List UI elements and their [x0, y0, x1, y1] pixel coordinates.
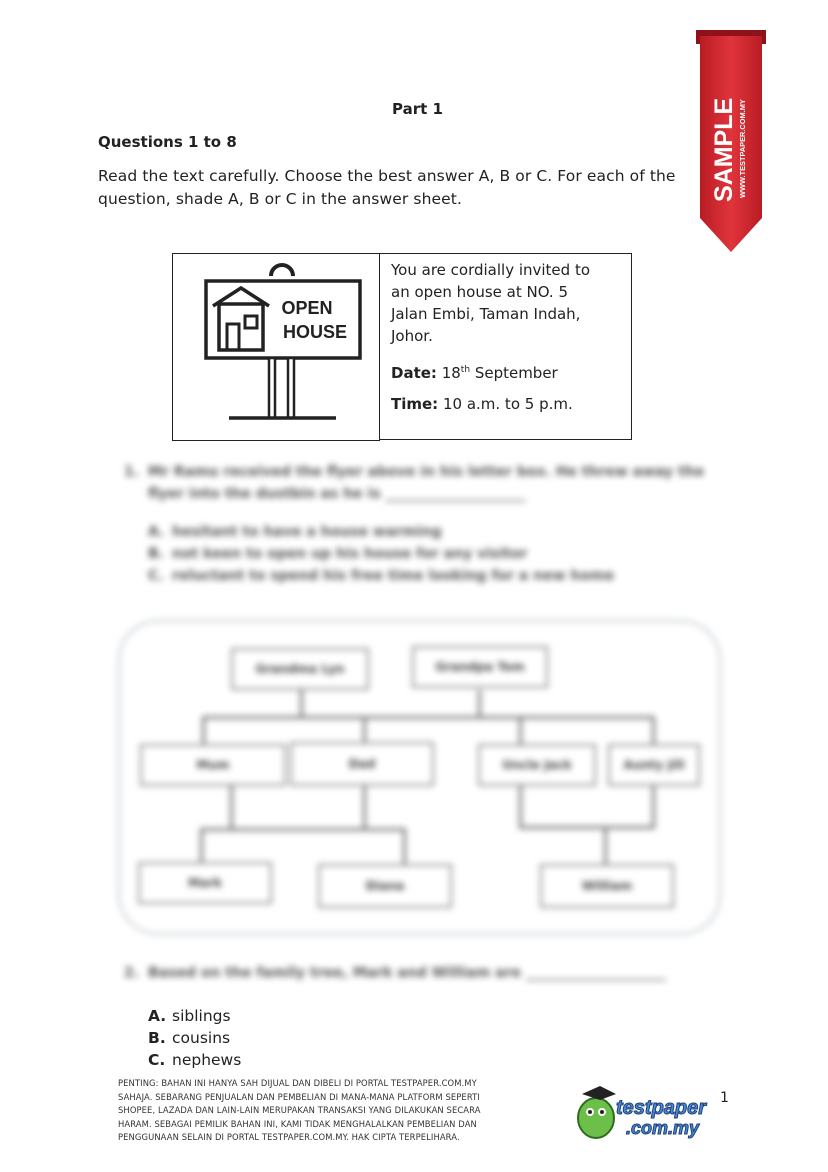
tree-node-cousin: William — [540, 864, 674, 908]
question-2-text: Based on the family tree, Mark and William are ____________________ — [148, 965, 666, 981]
tree-node-child-2: Diana — [318, 864, 452, 908]
date-label: Date: — [391, 364, 437, 382]
flyer-time — [391, 393, 623, 415]
logo-text-domain: .com.my — [626, 1118, 700, 1138]
question-2-option-a — [148, 1005, 231, 1027]
sample-ribbon — [696, 30, 766, 254]
ribbon-label: SAMPLE — [710, 97, 738, 202]
invite-line: an open house at NO. 5 — [391, 283, 569, 301]
question-1-option-a: A. hesitant to have a house warming — [148, 524, 442, 540]
tree-node-grandma: Grandma Lyn — [231, 648, 369, 690]
sign-house-text: HOUSE — [282, 322, 348, 342]
time-value: 10 a.m. to 5 p.m. — [442, 395, 573, 413]
option-letter: A. — [148, 1007, 167, 1025]
family-tree-frame — [118, 620, 721, 935]
date-day: 18 — [441, 364, 461, 382]
date-suffix: th — [460, 365, 471, 375]
question-2 — [124, 962, 724, 984]
tree-node-mum: Mum — [140, 744, 286, 786]
option-text: cousins — [172, 1029, 231, 1047]
question-1-options — [124, 521, 724, 587]
question-1-line-1: Mr Ramu received the flyer above in his letter box. He threw away the — [148, 464, 705, 480]
time-label: Time: — [391, 395, 439, 413]
ribbon-site: WWW.TESTPAPER.COM.MY — [738, 99, 747, 198]
date-month: September — [474, 364, 558, 382]
option-text: siblings — [172, 1007, 231, 1025]
question-1-line-2: flyer into the dustbin as he is ____________________ — [148, 486, 526, 502]
flyer-date — [391, 359, 623, 384]
instructions — [98, 165, 708, 211]
footer-line: PENGGUNAAN SELAIN DI PORTAL TESTPAPER.COM.MY. HAK CIPTA TERPELIHARA. — [118, 1132, 460, 1143]
open-house-sign-icon — [173, 254, 379, 440]
option-letter: C. — [148, 1051, 166, 1069]
graduation-cap-icon — [582, 1086, 616, 1100]
tree-node-grandpa: Grandpa Tom — [412, 646, 548, 688]
invite-line: You are cordially invited to — [391, 261, 591, 279]
question-2-option-c — [148, 1049, 241, 1071]
page-number: 1 — [720, 1090, 729, 1106]
testpaper-logo — [572, 1078, 712, 1142]
mascot-icon — [578, 1098, 614, 1138]
question-1-option-b: B. not keen to open up his house for any visitor — [148, 546, 528, 562]
footer-notice — [118, 1077, 538, 1145]
option-text: nephews — [172, 1051, 242, 1069]
question-1-number: 1. — [124, 464, 140, 480]
flyer-image-box — [172, 253, 380, 441]
invite-line: Johor. — [391, 327, 433, 345]
question-2-option-b — [148, 1027, 230, 1049]
section-title: Questions 1 to 8 — [98, 133, 237, 151]
footer-line: SHOPEE, LAZADA DAN LAIN-LAIN MERUPAKAN TRANSAKSI YANG DILAKUKAN SECARA — [118, 1105, 481, 1116]
tree-node-child-1: Mark — [138, 862, 272, 904]
footer-line: SAHAJA. SEBARANG PENJUALAN DAN PEMBELIAN DI MANA-MANA PLATFORM SEPERTI — [118, 1091, 480, 1102]
tree-node-dad: Dad — [290, 742, 434, 786]
option-letter: B. — [148, 1029, 166, 1047]
footer-line: HARAM. SEBAGAI PEMILIK BAHAN INI, KAMI TIDAK MENGHALALKAN PEMBELIAN DAN — [118, 1118, 477, 1129]
part-title: Part 1 — [392, 100, 443, 118]
question-1 — [124, 461, 724, 587]
invite-line: Jalan Embi, Taman Indah, — [391, 305, 581, 323]
tree-node-uncle: Uncle Jack — [478, 744, 596, 786]
instructions-line-2: question, shade A, B or C in the answer sheet. — [98, 190, 462, 208]
flyer-invitation — [391, 259, 623, 347]
instructions-line-1: Read the text carefully. Choose the best answer A, B or C. For each of the — [98, 167, 676, 185]
tree-node-aunty: Aunty Jill — [608, 744, 700, 786]
logo-text-main: testpaper — [616, 1097, 707, 1119]
sign-open-text: OPEN — [281, 298, 333, 318]
question-2-number: 2. — [124, 965, 140, 981]
question-1-option-c: C. reluctant to spend his free time looking for a new home — [148, 568, 615, 584]
footer-line: PENTING: BAHAN INI HANYA SAH DIJUAL DAN DIBELI DI PORTAL TESTPAPER.COM.MY — [118, 1078, 477, 1088]
